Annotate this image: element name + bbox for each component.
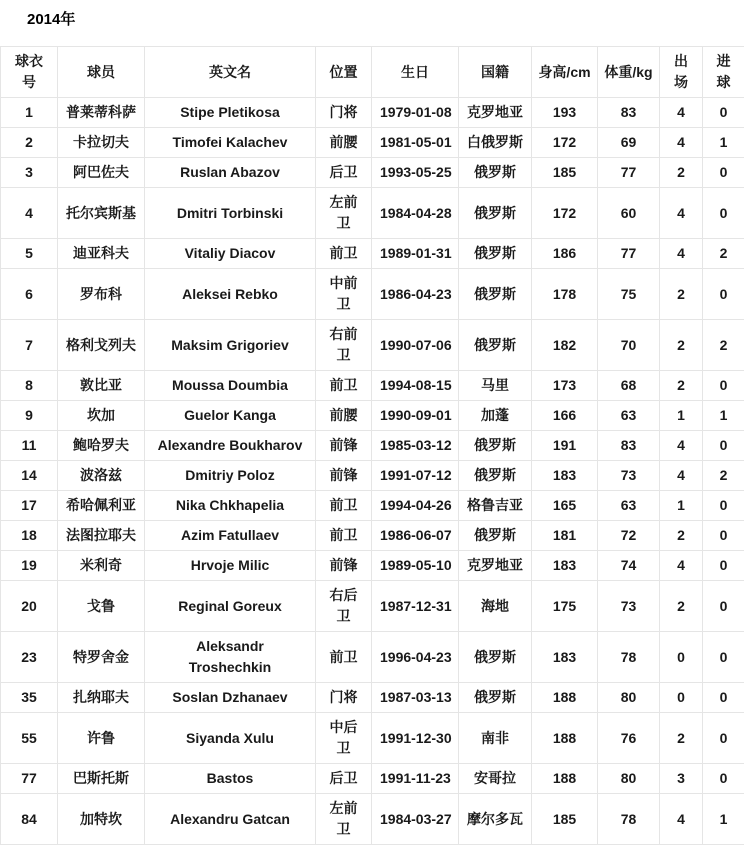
table-body xyxy=(1,98,744,845)
cell-num: 11 xyxy=(1,431,58,461)
cell-pos: 后卫 xyxy=(316,158,372,188)
cell-player: 许鲁 xyxy=(58,713,145,764)
cell-en: Dmitriy Poloz xyxy=(145,461,316,491)
cell-num: 4 xyxy=(1,188,58,239)
cell-player: 加特坎 xyxy=(58,794,145,845)
cell-player: 鲍哈罗夫 xyxy=(58,431,145,461)
table-row xyxy=(1,581,744,632)
cell-num: 3 xyxy=(1,158,58,188)
table-row xyxy=(1,188,744,239)
cell-nat: 俄罗斯 xyxy=(459,521,532,551)
cell-birth: 1991-07-12 xyxy=(372,461,459,491)
cell-weight: 76 xyxy=(598,713,660,764)
cell-nat: 克罗地亚 xyxy=(459,551,532,581)
column-header-nat: 国籍 xyxy=(459,47,532,98)
cell-player: 米利奇 xyxy=(58,551,145,581)
cell-en: Aleksei Rebko xyxy=(145,269,316,320)
table-row xyxy=(1,239,744,269)
cell-en: Azim Fatullaev xyxy=(145,521,316,551)
cell-weight: 77 xyxy=(598,239,660,269)
cell-nat: 俄罗斯 xyxy=(459,683,532,713)
cell-pos: 左前卫 xyxy=(316,188,372,239)
table-row xyxy=(1,158,744,188)
cell-height: 185 xyxy=(532,794,598,845)
cell-nat: 俄罗斯 xyxy=(459,188,532,239)
cell-birth: 1987-12-31 xyxy=(372,581,459,632)
cell-player: 坎加 xyxy=(58,401,145,431)
cell-height: 185 xyxy=(532,158,598,188)
cell-apps: 4 xyxy=(660,431,703,461)
cell-player: 希哈佩利亚 xyxy=(58,491,145,521)
cell-goals: 0 xyxy=(703,632,744,683)
cell-en: Bastos xyxy=(145,764,316,794)
cell-birth: 1994-04-26 xyxy=(372,491,459,521)
table-header-row xyxy=(1,47,744,98)
cell-weight: 72 xyxy=(598,521,660,551)
table-row xyxy=(1,764,744,794)
cell-num: 8 xyxy=(1,371,58,401)
table-row xyxy=(1,683,744,713)
cell-height: 181 xyxy=(532,521,598,551)
table-row xyxy=(1,491,744,521)
cell-weight: 80 xyxy=(598,764,660,794)
cell-goals: 1 xyxy=(703,794,744,845)
cell-en: Siyanda Xulu xyxy=(145,713,316,764)
column-header-weight: 体重/kg xyxy=(598,47,660,98)
cell-num: 84 xyxy=(1,794,58,845)
cell-apps: 2 xyxy=(660,713,703,764)
cell-pos: 前卫 xyxy=(316,371,372,401)
cell-en: Aleksandr Troshechkin xyxy=(145,632,316,683)
column-header-goals: 进球 xyxy=(703,47,744,98)
cell-birth: 1993-05-25 xyxy=(372,158,459,188)
cell-player: 罗布科 xyxy=(58,269,145,320)
roster-table xyxy=(0,46,744,845)
cell-nat: 摩尔多瓦 xyxy=(459,794,532,845)
cell-pos: 前腰 xyxy=(316,128,372,158)
cell-num: 7 xyxy=(1,320,58,371)
cell-weight: 73 xyxy=(598,461,660,491)
cell-goals: 0 xyxy=(703,521,744,551)
cell-goals: 2 xyxy=(703,239,744,269)
column-header-height: 身高/cm xyxy=(532,47,598,98)
cell-weight: 74 xyxy=(598,551,660,581)
cell-birth: 1984-03-27 xyxy=(372,794,459,845)
cell-player: 普莱蒂科萨 xyxy=(58,98,145,128)
cell-player: 迪亚科夫 xyxy=(58,239,145,269)
cell-birth: 1990-09-01 xyxy=(372,401,459,431)
cell-en: Moussa Doumbia xyxy=(145,371,316,401)
cell-height: 183 xyxy=(532,632,598,683)
column-header-pos: 位置 xyxy=(316,47,372,98)
cell-goals: 0 xyxy=(703,683,744,713)
cell-pos: 中后卫 xyxy=(316,713,372,764)
cell-apps: 0 xyxy=(660,683,703,713)
cell-nat: 海地 xyxy=(459,581,532,632)
cell-apps: 2 xyxy=(660,371,703,401)
cell-goals: 0 xyxy=(703,713,744,764)
cell-player: 巴斯托斯 xyxy=(58,764,145,794)
cell-birth: 1987-03-13 xyxy=(372,683,459,713)
cell-pos: 中前卫 xyxy=(316,269,372,320)
cell-weight: 63 xyxy=(598,491,660,521)
cell-pos: 右前卫 xyxy=(316,320,372,371)
cell-height: 172 xyxy=(532,128,598,158)
column-header-apps: 出场 xyxy=(660,47,703,98)
cell-player: 戈鲁 xyxy=(58,581,145,632)
cell-num: 2 xyxy=(1,128,58,158)
cell-num: 55 xyxy=(1,713,58,764)
cell-weight: 69 xyxy=(598,128,660,158)
cell-apps: 2 xyxy=(660,521,703,551)
cell-nat: 俄罗斯 xyxy=(459,632,532,683)
cell-nat: 加蓬 xyxy=(459,401,532,431)
cell-apps: 2 xyxy=(660,158,703,188)
cell-num: 6 xyxy=(1,269,58,320)
cell-nat: 俄罗斯 xyxy=(459,269,532,320)
cell-nat: 克罗地亚 xyxy=(459,98,532,128)
cell-player: 格利戈列夫 xyxy=(58,320,145,371)
cell-en: Vitaliy Diacov xyxy=(145,239,316,269)
cell-num: 23 xyxy=(1,632,58,683)
cell-num: 18 xyxy=(1,521,58,551)
table-row xyxy=(1,269,744,320)
cell-weight: 73 xyxy=(598,581,660,632)
cell-goals: 0 xyxy=(703,551,744,581)
table-row xyxy=(1,713,744,764)
cell-goals: 0 xyxy=(703,98,744,128)
table-row xyxy=(1,320,744,371)
cell-player: 特罗舍金 xyxy=(58,632,145,683)
cell-nat: 格鲁吉亚 xyxy=(459,491,532,521)
cell-nat: 俄罗斯 xyxy=(459,320,532,371)
cell-goals: 0 xyxy=(703,764,744,794)
cell-pos: 前腰 xyxy=(316,401,372,431)
cell-num: 77 xyxy=(1,764,58,794)
cell-pos: 前卫 xyxy=(316,491,372,521)
cell-height: 183 xyxy=(532,461,598,491)
table-row xyxy=(1,632,744,683)
cell-apps: 4 xyxy=(660,128,703,158)
cell-pos: 前卫 xyxy=(316,632,372,683)
cell-pos: 门将 xyxy=(316,683,372,713)
cell-apps: 4 xyxy=(660,98,703,128)
cell-birth: 1979-01-08 xyxy=(372,98,459,128)
cell-height: 173 xyxy=(532,371,598,401)
table-row xyxy=(1,521,744,551)
cell-apps: 1 xyxy=(660,401,703,431)
cell-weight: 78 xyxy=(598,632,660,683)
cell-apps: 4 xyxy=(660,794,703,845)
cell-height: 166 xyxy=(532,401,598,431)
cell-apps: 4 xyxy=(660,461,703,491)
cell-player: 卡拉切夫 xyxy=(58,128,145,158)
cell-height: 165 xyxy=(532,491,598,521)
cell-height: 188 xyxy=(532,713,598,764)
cell-weight: 63 xyxy=(598,401,660,431)
cell-height: 188 xyxy=(532,764,598,794)
table-row xyxy=(1,401,744,431)
table-row xyxy=(1,431,744,461)
cell-en: Maksim Grigoriev xyxy=(145,320,316,371)
cell-pos: 左前卫 xyxy=(316,794,372,845)
cell-weight: 60 xyxy=(598,188,660,239)
cell-goals: 0 xyxy=(703,371,744,401)
cell-birth: 1989-05-10 xyxy=(372,551,459,581)
cell-player: 法图拉耶夫 xyxy=(58,521,145,551)
column-header-birth: 生日 xyxy=(372,47,459,98)
cell-birth: 1990-07-06 xyxy=(372,320,459,371)
cell-goals: 1 xyxy=(703,401,744,431)
cell-en: Nika Chkhapelia xyxy=(145,491,316,521)
cell-goals: 2 xyxy=(703,320,744,371)
cell-apps: 4 xyxy=(660,188,703,239)
cell-birth: 1981-05-01 xyxy=(372,128,459,158)
page-title: 2014年 xyxy=(27,11,76,28)
cell-birth: 1986-06-07 xyxy=(372,521,459,551)
cell-pos: 前锋 xyxy=(316,461,372,491)
cell-goals: 0 xyxy=(703,491,744,521)
cell-apps: 2 xyxy=(660,320,703,371)
cell-goals: 2 xyxy=(703,461,744,491)
cell-birth: 1991-12-30 xyxy=(372,713,459,764)
cell-height: 188 xyxy=(532,683,598,713)
cell-pos: 前锋 xyxy=(316,431,372,461)
cell-num: 9 xyxy=(1,401,58,431)
cell-apps: 0 xyxy=(660,632,703,683)
cell-apps: 1 xyxy=(660,491,703,521)
cell-pos: 门将 xyxy=(316,98,372,128)
cell-nat: 安哥拉 xyxy=(459,764,532,794)
cell-height: 186 xyxy=(532,239,598,269)
cell-en: Ruslan Abazov xyxy=(145,158,316,188)
cell-birth: 1986-04-23 xyxy=(372,269,459,320)
cell-en: Dmitri Torbinski xyxy=(145,188,316,239)
column-header-player: 球员 xyxy=(58,47,145,98)
cell-player: 敦比亚 xyxy=(58,371,145,401)
cell-en: Soslan Dzhanaev xyxy=(145,683,316,713)
cell-weight: 83 xyxy=(598,431,660,461)
cell-goals: 0 xyxy=(703,158,744,188)
cell-pos: 右后卫 xyxy=(316,581,372,632)
cell-apps: 3 xyxy=(660,764,703,794)
table-row xyxy=(1,371,744,401)
cell-nat: 马里 xyxy=(459,371,532,401)
cell-pos: 前卫 xyxy=(316,239,372,269)
cell-en: Reginal Goreux xyxy=(145,581,316,632)
cell-en: Stipe Pletikosa xyxy=(145,98,316,128)
cell-weight: 83 xyxy=(598,98,660,128)
cell-birth: 1994-08-15 xyxy=(372,371,459,401)
cell-num: 17 xyxy=(1,491,58,521)
cell-weight: 80 xyxy=(598,683,660,713)
cell-en: Timofei Kalachev xyxy=(145,128,316,158)
cell-nat: 俄罗斯 xyxy=(459,461,532,491)
cell-pos: 前卫 xyxy=(316,521,372,551)
cell-weight: 77 xyxy=(598,158,660,188)
cell-nat: 俄罗斯 xyxy=(459,431,532,461)
cell-birth: 1989-01-31 xyxy=(372,239,459,269)
cell-goals: 0 xyxy=(703,581,744,632)
cell-pos: 后卫 xyxy=(316,764,372,794)
table-row xyxy=(1,461,744,491)
cell-height: 175 xyxy=(532,581,598,632)
cell-num: 35 xyxy=(1,683,58,713)
cell-player: 扎纳耶夫 xyxy=(58,683,145,713)
cell-num: 20 xyxy=(1,581,58,632)
cell-goals: 0 xyxy=(703,188,744,239)
cell-num: 14 xyxy=(1,461,58,491)
cell-height: 182 xyxy=(532,320,598,371)
column-header-en: 英文名 xyxy=(145,47,316,98)
cell-birth: 1985-03-12 xyxy=(372,431,459,461)
cell-weight: 70 xyxy=(598,320,660,371)
table-row xyxy=(1,551,744,581)
cell-player: 托尔宾斯基 xyxy=(58,188,145,239)
cell-apps: 4 xyxy=(660,551,703,581)
cell-goals: 0 xyxy=(703,269,744,320)
cell-en: Hrvoje Milic xyxy=(145,551,316,581)
cell-en: Alexandre Boukharov xyxy=(145,431,316,461)
cell-goals: 0 xyxy=(703,431,744,461)
cell-weight: 75 xyxy=(598,269,660,320)
cell-height: 178 xyxy=(532,269,598,320)
cell-player: 阿巴佐夫 xyxy=(58,158,145,188)
table-row xyxy=(1,794,744,845)
cell-height: 183 xyxy=(532,551,598,581)
cell-height: 191 xyxy=(532,431,598,461)
cell-birth: 1996-04-23 xyxy=(372,632,459,683)
table-row xyxy=(1,98,744,128)
cell-nat: 俄罗斯 xyxy=(459,239,532,269)
table-row xyxy=(1,128,744,158)
cell-player: 波洛兹 xyxy=(58,461,145,491)
cell-birth: 1991-11-23 xyxy=(372,764,459,794)
cell-num: 5 xyxy=(1,239,58,269)
cell-num: 1 xyxy=(1,98,58,128)
cell-nat: 白俄罗斯 xyxy=(459,128,532,158)
cell-weight: 78 xyxy=(598,794,660,845)
cell-goals: 1 xyxy=(703,128,744,158)
cell-birth: 1984-04-28 xyxy=(372,188,459,239)
cell-weight: 68 xyxy=(598,371,660,401)
cell-pos: 前锋 xyxy=(316,551,372,581)
cell-apps: 4 xyxy=(660,239,703,269)
cell-height: 193 xyxy=(532,98,598,128)
cell-apps: 2 xyxy=(660,581,703,632)
cell-height: 172 xyxy=(532,188,598,239)
cell-apps: 2 xyxy=(660,269,703,320)
cell-nat: 南非 xyxy=(459,713,532,764)
cell-num: 19 xyxy=(1,551,58,581)
cell-nat: 俄罗斯 xyxy=(459,158,532,188)
cell-en: Guelor Kanga xyxy=(145,401,316,431)
cell-en: Alexandru Gatcan xyxy=(145,794,316,845)
column-header-num: 球衣号 xyxy=(1,47,58,98)
